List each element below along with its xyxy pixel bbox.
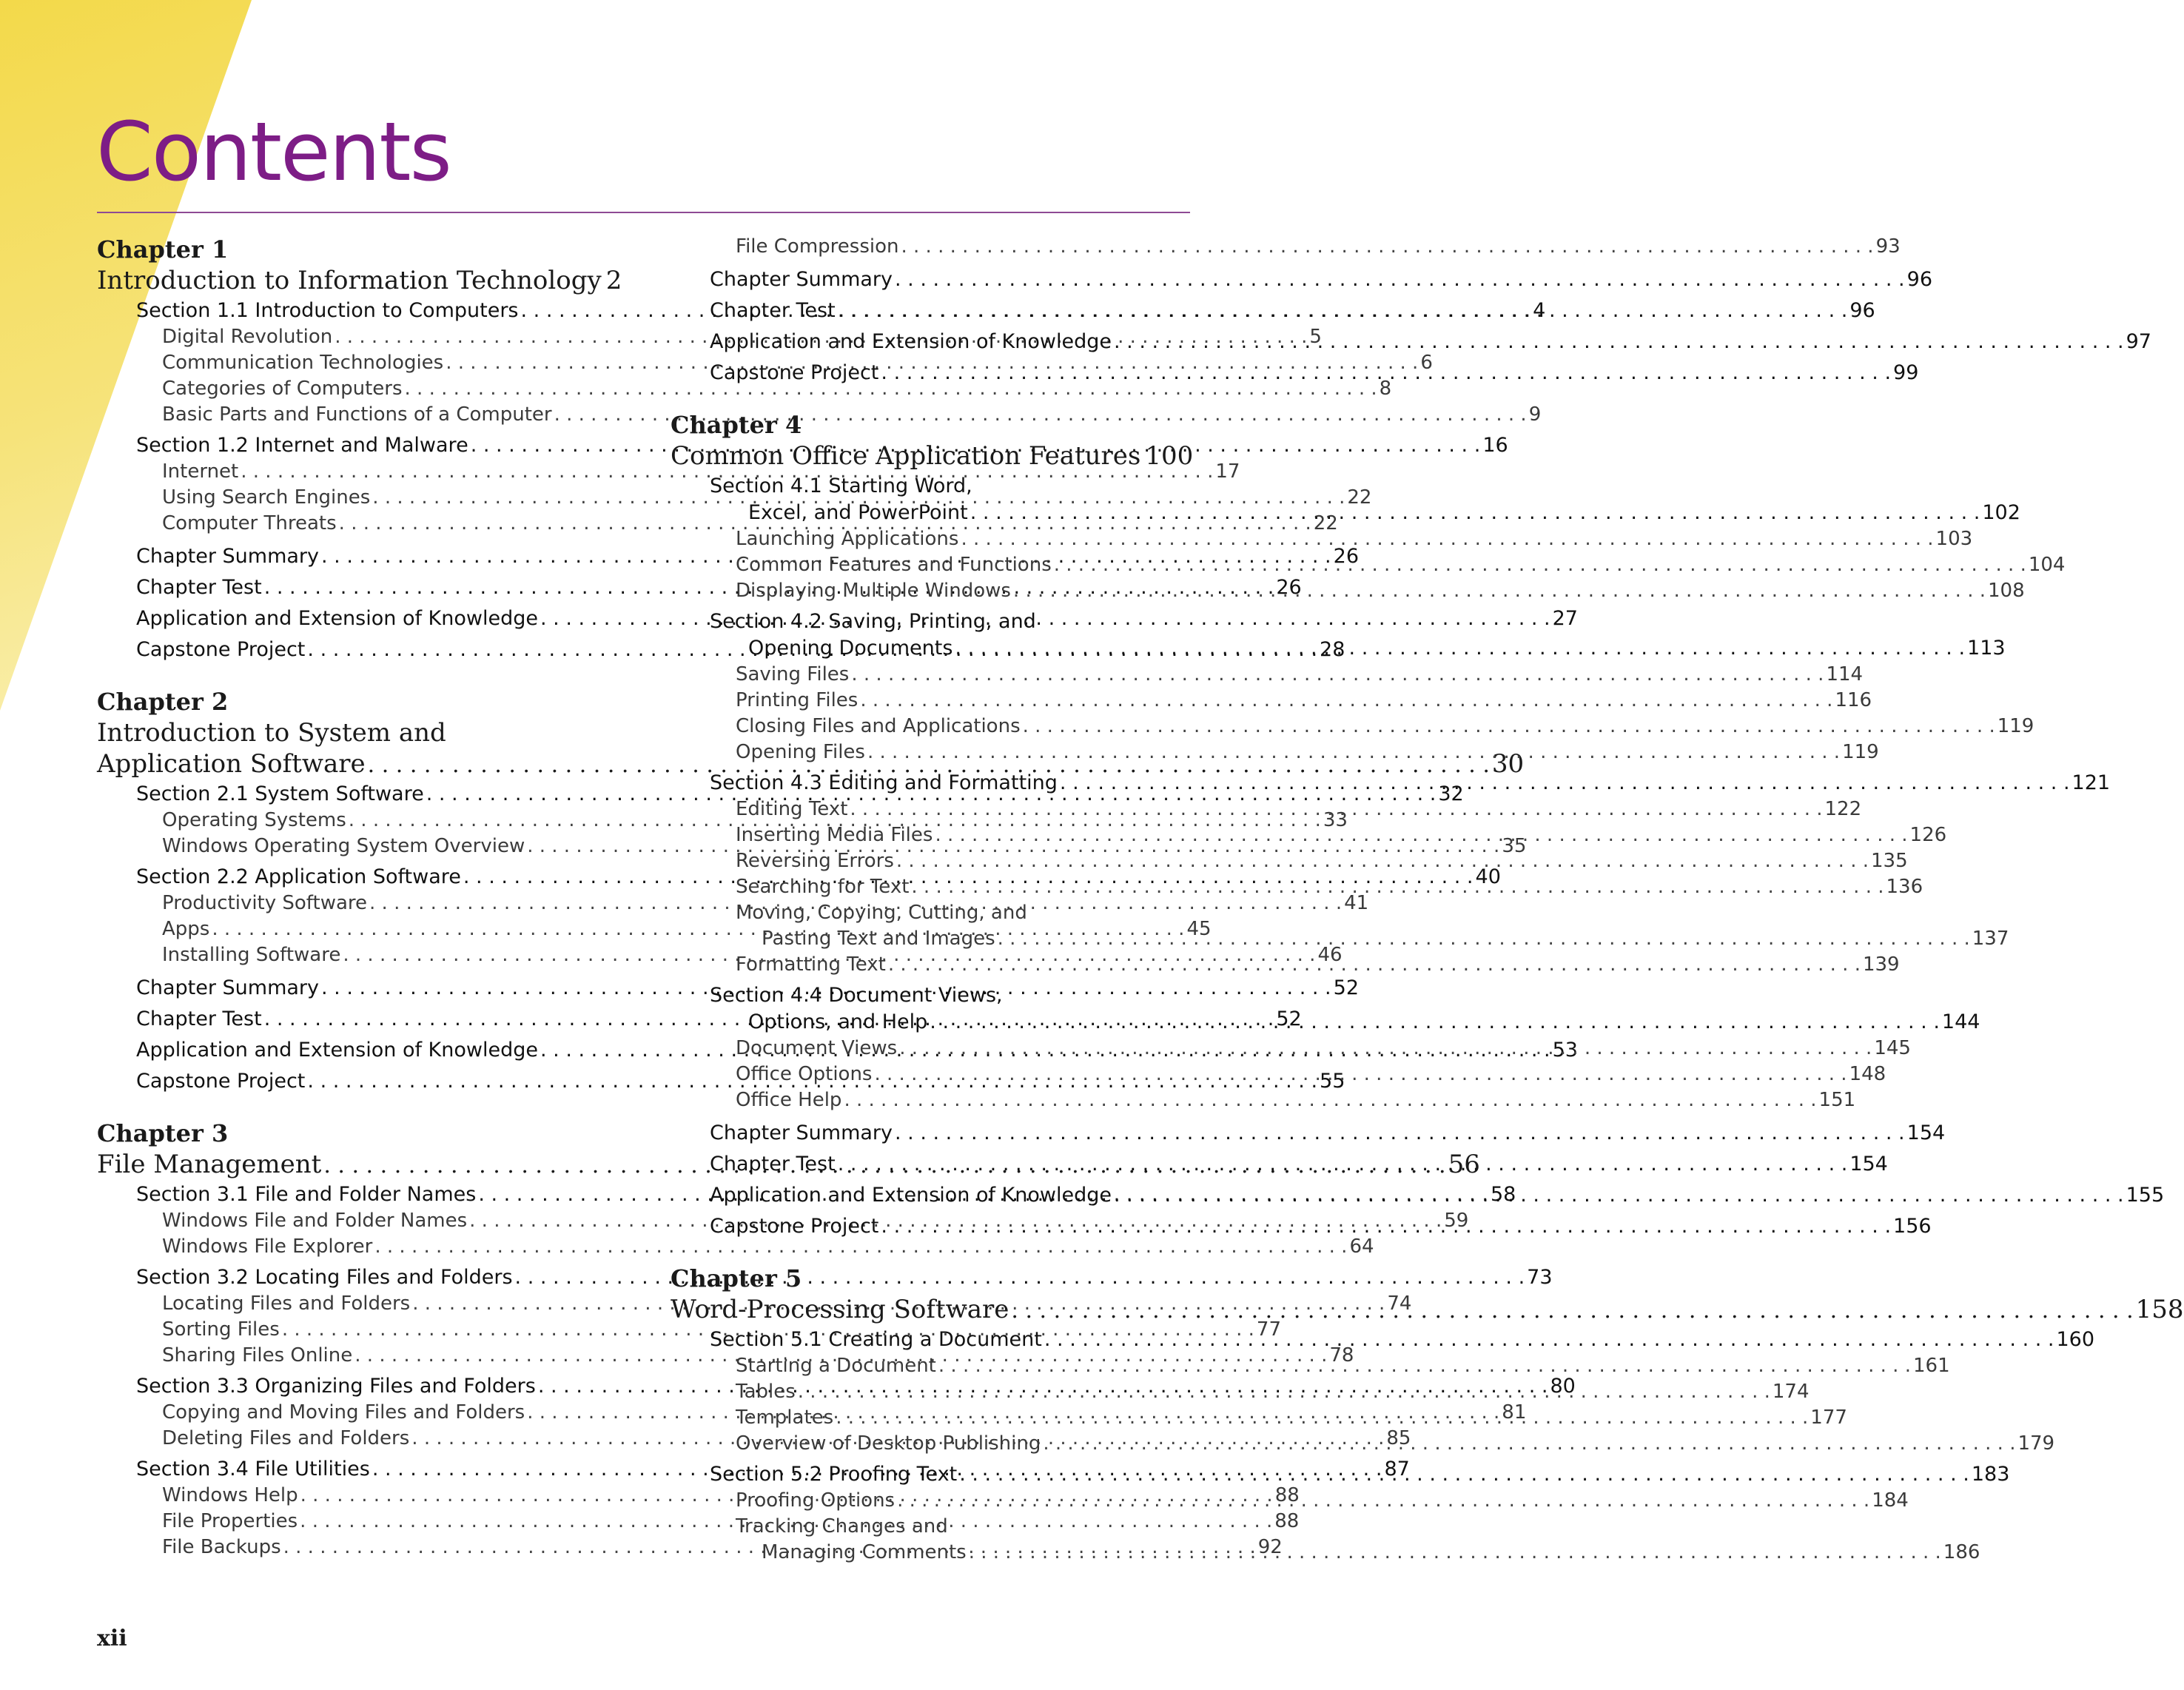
- section-pre: Section 4.2 Saving, Printing, and: [710, 610, 1036, 633]
- entry-page-number: 35: [1502, 835, 1527, 857]
- entry-page-number: 104: [2028, 554, 2066, 576]
- entry-page-number: 144: [1941, 1010, 1980, 1033]
- entry-page-number: 126: [1909, 824, 1947, 846]
- entry-page-number: 184: [1872, 1489, 1909, 1512]
- toc-item[interactable]: [671, 714, 2035, 740]
- entry-label: Using Search Engines: [162, 486, 371, 509]
- entry-page-number: 5: [1309, 326, 1322, 348]
- entry-page-number: 74: [1387, 1292, 1412, 1315]
- entry-page-number: 148: [1849, 1063, 1886, 1085]
- entry-page-number: 88: [1274, 1510, 1300, 1532]
- page-title: Contents: [96, 104, 451, 199]
- entry-label: Internet: [162, 460, 239, 483]
- entry-label: Options, and Help: [748, 1010, 928, 1033]
- dot-leader: [935, 822, 1907, 848]
- entry-label: Capstone Project: [136, 1070, 306, 1093]
- entry-label: Capstone Project: [136, 638, 306, 661]
- entry-label: Capstone Project: [710, 1215, 879, 1238]
- entry-label: Application and Extension of Knowledge: [136, 1039, 538, 1062]
- entry-page-number: 16: [1482, 434, 1508, 457]
- toc-item[interactable]: [97, 376, 1392, 402]
- entry-label: Copying and Moving Files and Folders: [162, 1401, 525, 1424]
- entry-label: Chapter Summary: [710, 268, 893, 291]
- entry-page-number: 26: [1276, 576, 1302, 599]
- entry-label: Opening Files: [736, 741, 865, 763]
- entry-label: Chapter Test: [710, 1153, 836, 1176]
- entry-page-number: 137: [1972, 928, 2009, 950]
- entry-page-number: 33: [1323, 809, 1348, 831]
- entry-label: Section 3.3 Organizing Files and Folders: [136, 1375, 536, 1398]
- entry-label: Section 3.4 File Utilities: [136, 1458, 370, 1481]
- dot-leader: [938, 1353, 1911, 1379]
- entry-label: Deleting Files and Folders: [162, 1427, 410, 1449]
- entry-page-number: 28: [1320, 638, 1345, 661]
- entry-label: Section 5.2 Proofing Text: [710, 1463, 958, 1486]
- entry-label: Document Views: [736, 1037, 898, 1059]
- entry-label: Closing Files and Applications: [736, 715, 1021, 737]
- entry-page-number: 41: [1344, 892, 1369, 914]
- entry-label: Windows Help: [162, 1484, 298, 1506]
- entry-label: Operating Systems: [162, 809, 346, 831]
- entry-page-number: 139: [1862, 953, 1900, 976]
- entry-page-number: 46: [1317, 944, 1343, 966]
- entry-label: Section 2.2 Application Software: [136, 865, 461, 888]
- entry-label: Word-Processing Software: [671, 1295, 1009, 1324]
- entry-page-number: 93: [1875, 235, 1901, 258]
- entry-page-number: 161: [1912, 1355, 1950, 1377]
- entry-page-number: 108: [1988, 580, 2025, 602]
- entry-page-number: 22: [1313, 512, 1338, 534]
- entry-label: Chapter Summary: [136, 976, 320, 999]
- dot-leader: [1060, 770, 2070, 797]
- entry-label: Section 4.3 Editing and Formatting: [710, 771, 1058, 794]
- dot-leader: [836, 1405, 1808, 1431]
- dot-leader: [970, 500, 1980, 526]
- entry-label: Section 3.2 Locating Files and Folders: [136, 1266, 513, 1289]
- dot-leader: [1043, 1431, 2015, 1457]
- dot-leader: [961, 526, 1933, 552]
- entry-page-number: 53: [1552, 1039, 1578, 1062]
- entry-label: Windows File Explorer: [162, 1235, 373, 1258]
- entry-label: Windows File and Folder Names: [162, 1210, 468, 1232]
- dot-leader: [895, 264, 1905, 295]
- entry-label: Section 1.1 Introduction to Computers: [136, 299, 519, 322]
- dot-leader: [1013, 578, 1986, 604]
- dot-leader: [881, 358, 1891, 389]
- entry-label: Pasting Text and Images: [762, 928, 995, 950]
- entry-page-number: 85: [1386, 1427, 1411, 1449]
- toc-item[interactable]: [97, 1234, 1374, 1260]
- chapter-back-matter-entry[interactable]: [671, 326, 2151, 358]
- dot-leader: [911, 874, 1884, 900]
- entry-page-number: 96: [1906, 268, 1932, 291]
- section-pre: Section 4.1 Starting Word,: [710, 475, 972, 497]
- entry-page-number: 52: [1333, 976, 1359, 999]
- entry-page-number: 114: [1826, 663, 1864, 685]
- entry-label: File Backups: [162, 1536, 281, 1558]
- chapter-back-matter-entry[interactable]: [671, 295, 1875, 326]
- entry-label: Capstone Project: [710, 361, 879, 384]
- entry-page-number: 92: [1257, 1536, 1283, 1558]
- entry-label: Basic Parts and Functions of a Computer: [162, 403, 552, 426]
- entry-page-number: 97: [2126, 330, 2151, 353]
- chapter-back-matter-entry[interactable]: [671, 264, 1932, 295]
- entry-page-number: 81: [1502, 1401, 1527, 1424]
- entry-page-number: 32: [1438, 782, 1464, 805]
- entry-page-number: 158: [2135, 1295, 2184, 1324]
- entry-page-number: 156: [1893, 1215, 1932, 1238]
- entry-page-number: 145: [1874, 1037, 1911, 1059]
- entry-label: File Compression: [736, 235, 899, 258]
- entry-label: Editing Text: [736, 798, 848, 820]
- entry-page-number: 122: [1824, 798, 1862, 820]
- entry-page-number: 77: [1256, 1318, 1282, 1341]
- dot-leader: [895, 1118, 1905, 1149]
- entry-label: Office Options: [736, 1063, 873, 1085]
- entry-page-number: 155: [2126, 1184, 2165, 1207]
- entry-page-number: 52: [1276, 1007, 1302, 1030]
- entry-page-number: 59: [1444, 1210, 1469, 1232]
- entry-page-number: 17: [1215, 460, 1240, 483]
- chapter-back-matter-entry[interactable]: [671, 1118, 1946, 1149]
- dot-leader: [959, 1461, 1969, 1488]
- entry-page-number: 2: [605, 266, 622, 295]
- item-pre: Moving, Copying, Cutting, and: [736, 902, 1027, 924]
- toc-item[interactable]: [671, 526, 1973, 552]
- entry-label: Proofing Options: [736, 1489, 896, 1512]
- entry-label: Categories of Computers: [162, 378, 403, 400]
- dot-leader: [860, 688, 1832, 714]
- entry-page-number: 22: [1347, 486, 1372, 509]
- entry-label: Chapter Summary: [710, 1121, 893, 1144]
- entry-label: Application Software: [97, 749, 366, 779]
- entry-page-number: 73: [1527, 1266, 1553, 1289]
- entry-label: Application and Extension of Knowledge: [136, 607, 538, 630]
- toc-item[interactable]: [671, 848, 1908, 874]
- entry-page-number: 121: [2072, 771, 2111, 794]
- entry-label: Searching for Text: [736, 876, 910, 898]
- entry-label: Displaying Multiple Windows: [736, 580, 1011, 602]
- entry-page-number: 40: [1475, 865, 1501, 888]
- entry-label: File Properties: [162, 1510, 298, 1532]
- entry-label: Communication Technologies: [162, 352, 444, 374]
- entry-page-number: 103: [1935, 528, 1973, 550]
- dot-leader: [881, 1211, 1891, 1242]
- entry-page-number: 88: [1274, 1484, 1300, 1506]
- title-divider: [97, 212, 1190, 213]
- entry-label: Computer Threats: [162, 512, 337, 534]
- chapter-title_pre: Introduction to System and: [97, 718, 446, 748]
- entry-label: Launching Applications: [736, 528, 959, 550]
- entry-page-number: 27: [1552, 607, 1578, 630]
- page-number: xii: [97, 1626, 127, 1652]
- entry-label: Application and Extension of Knowledge: [710, 330, 1112, 353]
- entry-page-number: 99: [1893, 361, 1919, 384]
- entry-page-number: 78: [1329, 1344, 1354, 1367]
- item-pre: Tracking Changes and: [736, 1515, 948, 1538]
- entry-page-number: 87: [1384, 1458, 1410, 1481]
- entry-label: Chapter Test: [710, 299, 836, 322]
- entry-label: Sorting Files: [162, 1318, 280, 1341]
- entry-label: Section 2.1 System Software: [136, 782, 424, 805]
- entry-label: Tables: [736, 1381, 796, 1403]
- toc-item[interactable]: [671, 1087, 1856, 1113]
- chapter-title-entry[interactable]: [97, 265, 622, 298]
- entry-page-number: 102: [1982, 501, 2020, 524]
- dot-leader: [1114, 1180, 2124, 1211]
- dot-leader: [1054, 552, 2026, 578]
- entry-page-number: 135: [1871, 850, 1908, 872]
- entry-page-number: 4: [1533, 299, 1546, 322]
- dot-leader: [844, 1087, 1816, 1113]
- entry-label: Printing Files: [736, 689, 859, 711]
- entry-page-number: 160: [2056, 1328, 2095, 1351]
- dot-leader: [867, 740, 1840, 765]
- dot-leader: [888, 952, 1861, 978]
- entry-page-number: 177: [1810, 1406, 1847, 1429]
- chapter-title-entry[interactable]: [671, 440, 1194, 473]
- dot-leader: [874, 1062, 1847, 1087]
- entry-page-number: 183: [1971, 1463, 2010, 1486]
- entry-label: Productivity Software: [162, 892, 368, 914]
- entry-label: Excel, and PowerPoint: [748, 501, 968, 524]
- entry-label: Formatting Text: [736, 953, 886, 976]
- entry-page-number: 174: [1772, 1381, 1810, 1403]
- entry-label: Common Office Application Features: [671, 441, 1141, 471]
- dot-leader: [899, 1036, 1872, 1062]
- dot-leader: [851, 662, 1824, 688]
- entry-label: Reversing Errors: [736, 850, 894, 872]
- dot-leader: [930, 1009, 1940, 1036]
- dot-leader: [1011, 1295, 2133, 1327]
- entry-page-number: 80: [1550, 1375, 1576, 1398]
- entry-label: Section 3.1 File and Folder Names: [136, 1183, 477, 1206]
- dot-leader: [838, 295, 1848, 326]
- toc-item[interactable]: [671, 688, 1872, 714]
- chapter-label: Chapter 3: [97, 1119, 229, 1147]
- chapter-back-matter-entry[interactable]: [671, 358, 1919, 389]
- entry-page-number: 8: [1379, 378, 1392, 400]
- chapter-label: Chapter 4: [671, 411, 802, 439]
- dot-leader: [798, 1379, 1770, 1405]
- entry-page-number: 113: [1967, 637, 2006, 660]
- dot-leader: [838, 1149, 1848, 1180]
- entry-label: Opening Documents: [748, 637, 953, 660]
- entry-label: Introduction to Information Technology: [97, 266, 602, 295]
- entry-page-number: 136: [1886, 876, 1923, 898]
- entry-page-number: 119: [1842, 741, 1879, 763]
- dot-leader: [955, 635, 1965, 662]
- chapter-label: Chapter 1: [97, 235, 229, 264]
- entry-label: Locating Files and Folders: [162, 1292, 411, 1315]
- entry-label: Section 1.2 Internet and Malware: [136, 434, 468, 457]
- dot-leader: [969, 1540, 1941, 1566]
- entry-label: Windows Operating System Overview: [162, 835, 525, 857]
- entry-page-number: 119: [1997, 715, 2035, 737]
- dot-leader: [1023, 714, 1995, 740]
- entry-page-number: 186: [1943, 1541, 1980, 1563]
- dot-leader: [1044, 1327, 2054, 1353]
- dot-leader: [1114, 326, 2124, 358]
- entry-page-number: 56: [1448, 1150, 1480, 1179]
- entry-label: Common Features and Functions: [736, 554, 1052, 576]
- entry-page-number: 116: [1835, 689, 1872, 711]
- entry-page-number: 154: [1849, 1153, 1888, 1176]
- entry-label: Starting a Document: [736, 1355, 936, 1377]
- toc-item[interactable]: [671, 662, 1864, 688]
- entry-label: Section 5.1 Creating a Document: [710, 1328, 1042, 1351]
- dot-leader: [901, 234, 1873, 260]
- entry-label: Chapter Test: [136, 576, 262, 599]
- entry-page-number: 64: [1349, 1235, 1374, 1258]
- entry-label: Templates: [736, 1406, 834, 1429]
- entry-label: Chapter Summary: [136, 545, 320, 568]
- entry-page-number: 55: [1320, 1070, 1345, 1093]
- entry-label: Managing Comments: [762, 1541, 967, 1563]
- entry-label: Digital Revolution: [162, 326, 333, 348]
- entry-label: Inserting Media Files: [736, 824, 933, 846]
- entry-page-number: 58: [1490, 1183, 1516, 1206]
- entry-page-number: 9: [1528, 403, 1542, 426]
- entry-page-number: 179: [2017, 1432, 2055, 1455]
- entry-label: Apps: [162, 918, 210, 940]
- toc-item[interactable]: [97, 459, 1240, 485]
- entry-page-number: 96: [1849, 299, 1875, 322]
- dot-leader: [850, 797, 1822, 822]
- entry-label: Office Help: [736, 1089, 842, 1111]
- section-pre: Section 4.4 Document Views,: [710, 984, 1003, 1007]
- entry-page-number: 26: [1333, 545, 1359, 568]
- entry-label: File Management: [97, 1150, 322, 1179]
- entry-label: Overview of Desktop Publishing: [736, 1432, 1041, 1455]
- entry-label: Application and Extension of Knowledge: [710, 1184, 1112, 1207]
- dot-leader: [998, 926, 1970, 952]
- entry-page-number: 6: [1420, 352, 1433, 374]
- entry-page-number: 45: [1186, 918, 1212, 940]
- entry-label: Saving Files: [736, 663, 850, 685]
- entry-page-number: 154: [1906, 1121, 1946, 1144]
- entry-label: Chapter Test: [136, 1007, 262, 1030]
- chapter-label: Chapter 5: [671, 1264, 802, 1292]
- toc-item[interactable]: [671, 234, 1901, 260]
- dot-leader: [897, 1488, 1869, 1514]
- entry-page-number: 100: [1145, 441, 1194, 471]
- entry-label: Installing Software: [162, 944, 341, 966]
- chapter-label: Chapter 2: [97, 688, 229, 716]
- entry-label: Sharing Files Online: [162, 1344, 353, 1367]
- entry-page-number: 151: [1818, 1089, 1856, 1111]
- dot-leader: [896, 848, 1869, 874]
- entry-page-number: 30: [1491, 749, 1525, 779]
